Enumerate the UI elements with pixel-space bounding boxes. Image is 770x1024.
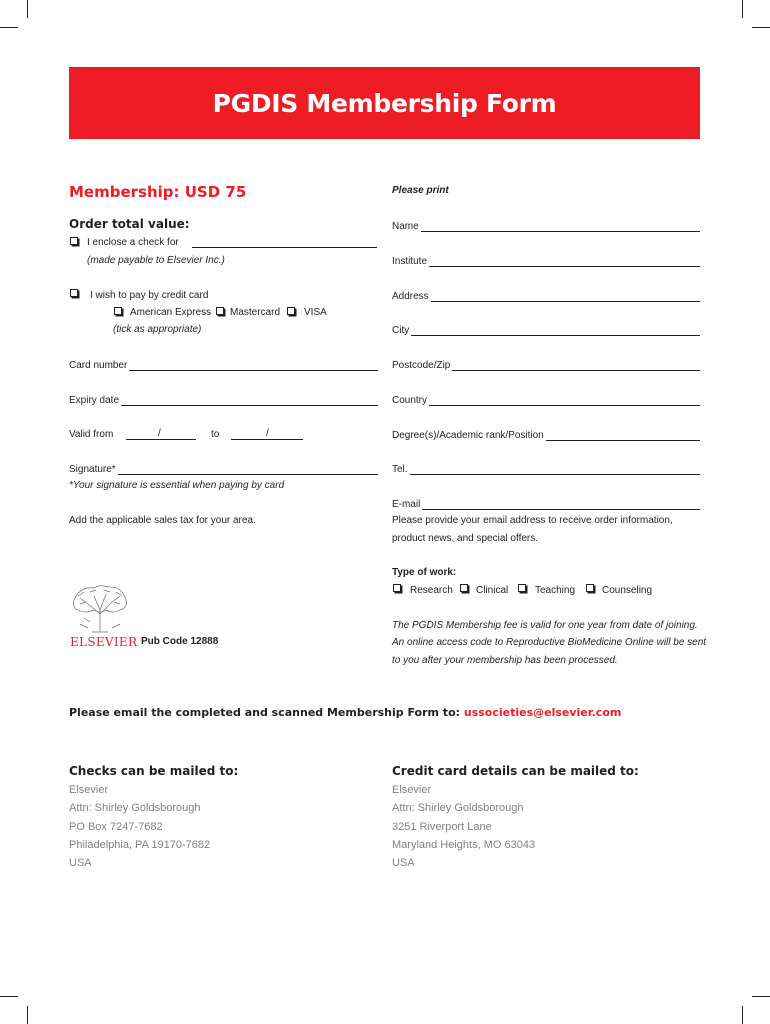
enclose-check-checkbox[interactable] — [70, 237, 78, 245]
checks-address-line: Elsevier — [69, 784, 109, 796]
valid-from-field[interactable] — [126, 439, 196, 440]
mastercard-checkbox[interactable] — [216, 307, 224, 315]
checks-address-line: USA — [69, 857, 92, 869]
postcode-label: Postcode/Zip — [392, 360, 451, 371]
crop-mark — [742, 1006, 743, 1024]
sales-tax-note: Add the applicable sales tax for your area. — [69, 515, 256, 526]
crop-mark — [27, 1006, 28, 1024]
checks-address-line: Philadelphia, PA 19170-7682 — [69, 839, 211, 851]
valid-to-slash: / — [266, 428, 269, 439]
postcode-field[interactable] — [392, 357, 700, 371]
crop-mark — [752, 27, 770, 28]
cc-address-line: Attn: Shirley Goldsborough — [392, 802, 524, 814]
valid-to-field[interactable] — [231, 439, 303, 440]
address-field[interactable] — [392, 288, 700, 302]
email-note-line2: product news, and special offers. — [392, 533, 539, 544]
fee-note-line1: The PGDIS Membership fee is valid for one year from date of joining. — [392, 620, 698, 631]
signature-note: *Your signature is essential when paying by card — [69, 480, 285, 491]
credit-card-checkbox[interactable] — [70, 289, 78, 297]
institute-label: Institute — [392, 256, 428, 267]
crop-mark — [752, 996, 770, 997]
elsevier-logo-text: ELSEVIER — [70, 635, 138, 649]
research-checkbox[interactable] — [393, 584, 401, 592]
crop-mark — [0, 996, 18, 997]
email-address-link[interactable]: ussocieties@elsevier.com — [463, 706, 622, 719]
email-field[interactable] — [392, 496, 700, 510]
valid-from-slash: / — [158, 428, 161, 439]
made-payable-note: (made payable to Elsevier Inc.) — [87, 255, 225, 266]
institute-field[interactable] — [392, 253, 700, 267]
valid-from-label: Valid from — [69, 429, 114, 440]
research-label: Research — [410, 585, 453, 596]
degree-field[interactable] — [392, 427, 700, 441]
counseling-label: Counseling — [602, 585, 653, 596]
city-field[interactable] — [392, 322, 700, 336]
email-instruction-text: Please email the completed and scanned Membership Form to: — [69, 706, 464, 719]
please-print-label: Please print — [392, 185, 449, 196]
check-amount-field[interactable] — [192, 247, 377, 248]
checks-address-line: PO Box 7247-7682 — [69, 821, 163, 833]
card-number-field[interactable] — [69, 357, 378, 371]
page-title: PGDIS Membership Form — [212, 88, 557, 118]
fee-note-line3: to you after your membership has been processed. — [392, 655, 618, 666]
amex-checkbox[interactable] — [114, 307, 122, 315]
checks-address-line: Attn: Shirley Goldsborough — [69, 802, 201, 814]
email-label: E-mail — [392, 499, 421, 510]
country-field[interactable] — [392, 392, 700, 406]
checks-heading: Checks can be mailed to: — [69, 764, 239, 778]
address-label: Address — [392, 291, 429, 302]
title-banner — [69, 67, 700, 139]
mastercard-label: Mastercard — [230, 307, 281, 318]
expiry-date-field[interactable] — [69, 392, 378, 406]
card-number-label: Card number — [69, 360, 128, 371]
name-label: Name — [392, 221, 419, 232]
degree-label: Degree(s)/Academic rank/Position — [392, 430, 544, 441]
expiry-date-label: Expiry date — [69, 395, 120, 406]
pub-code: Pub Code 12888 — [141, 636, 219, 647]
crop-mark — [0, 27, 18, 28]
order-total-heading: Order total value: — [69, 217, 190, 231]
enclose-check-label: I enclose a check for — [87, 237, 179, 248]
tick-note: (tick as appropriate) — [113, 324, 202, 335]
cc-address-line: 3251 Riverport Lane — [392, 821, 492, 833]
cc-address-line: Elsevier — [392, 784, 432, 796]
credit-card-label: I wish to pay by credit card — [90, 290, 209, 301]
cc-address-line: USA — [392, 857, 415, 869]
elsevier-tree-icon — [70, 584, 130, 634]
teaching-checkbox[interactable] — [518, 584, 526, 592]
visa-label: VISA — [304, 307, 327, 318]
clinical-label: Clinical — [476, 585, 509, 596]
name-field[interactable] — [392, 218, 700, 232]
clinical-checkbox[interactable] — [460, 584, 468, 592]
credit-card-mail-heading: Credit card details can be mailed to: — [392, 764, 639, 778]
to-label: to — [211, 429, 220, 440]
cc-address-line: Maryland Heights, MO 63043 — [392, 839, 536, 851]
type-of-work-heading: Type of work: — [392, 567, 457, 578]
tel-label: Tel. — [392, 464, 408, 475]
crop-mark — [27, 0, 28, 18]
signature-field[interactable] — [69, 461, 378, 475]
city-label: City — [392, 325, 410, 336]
crop-mark — [742, 0, 743, 18]
tel-field[interactable] — [392, 461, 700, 475]
teaching-label: Teaching — [535, 585, 576, 596]
membership-price: Membership: USD 75 — [69, 183, 247, 201]
email-note-line1: Please provide your email address to receive order information, — [392, 515, 673, 526]
country-label: Country — [392, 395, 428, 406]
email-instruction — [69, 706, 621, 719]
signature-label: Signature* — [69, 464, 116, 475]
amex-label: American Express — [130, 307, 212, 318]
counseling-checkbox[interactable] — [586, 584, 594, 592]
visa-checkbox[interactable] — [287, 307, 295, 315]
fee-note-line2: An online access code to Reproductive BioMedicine Online will be sent — [392, 637, 707, 648]
